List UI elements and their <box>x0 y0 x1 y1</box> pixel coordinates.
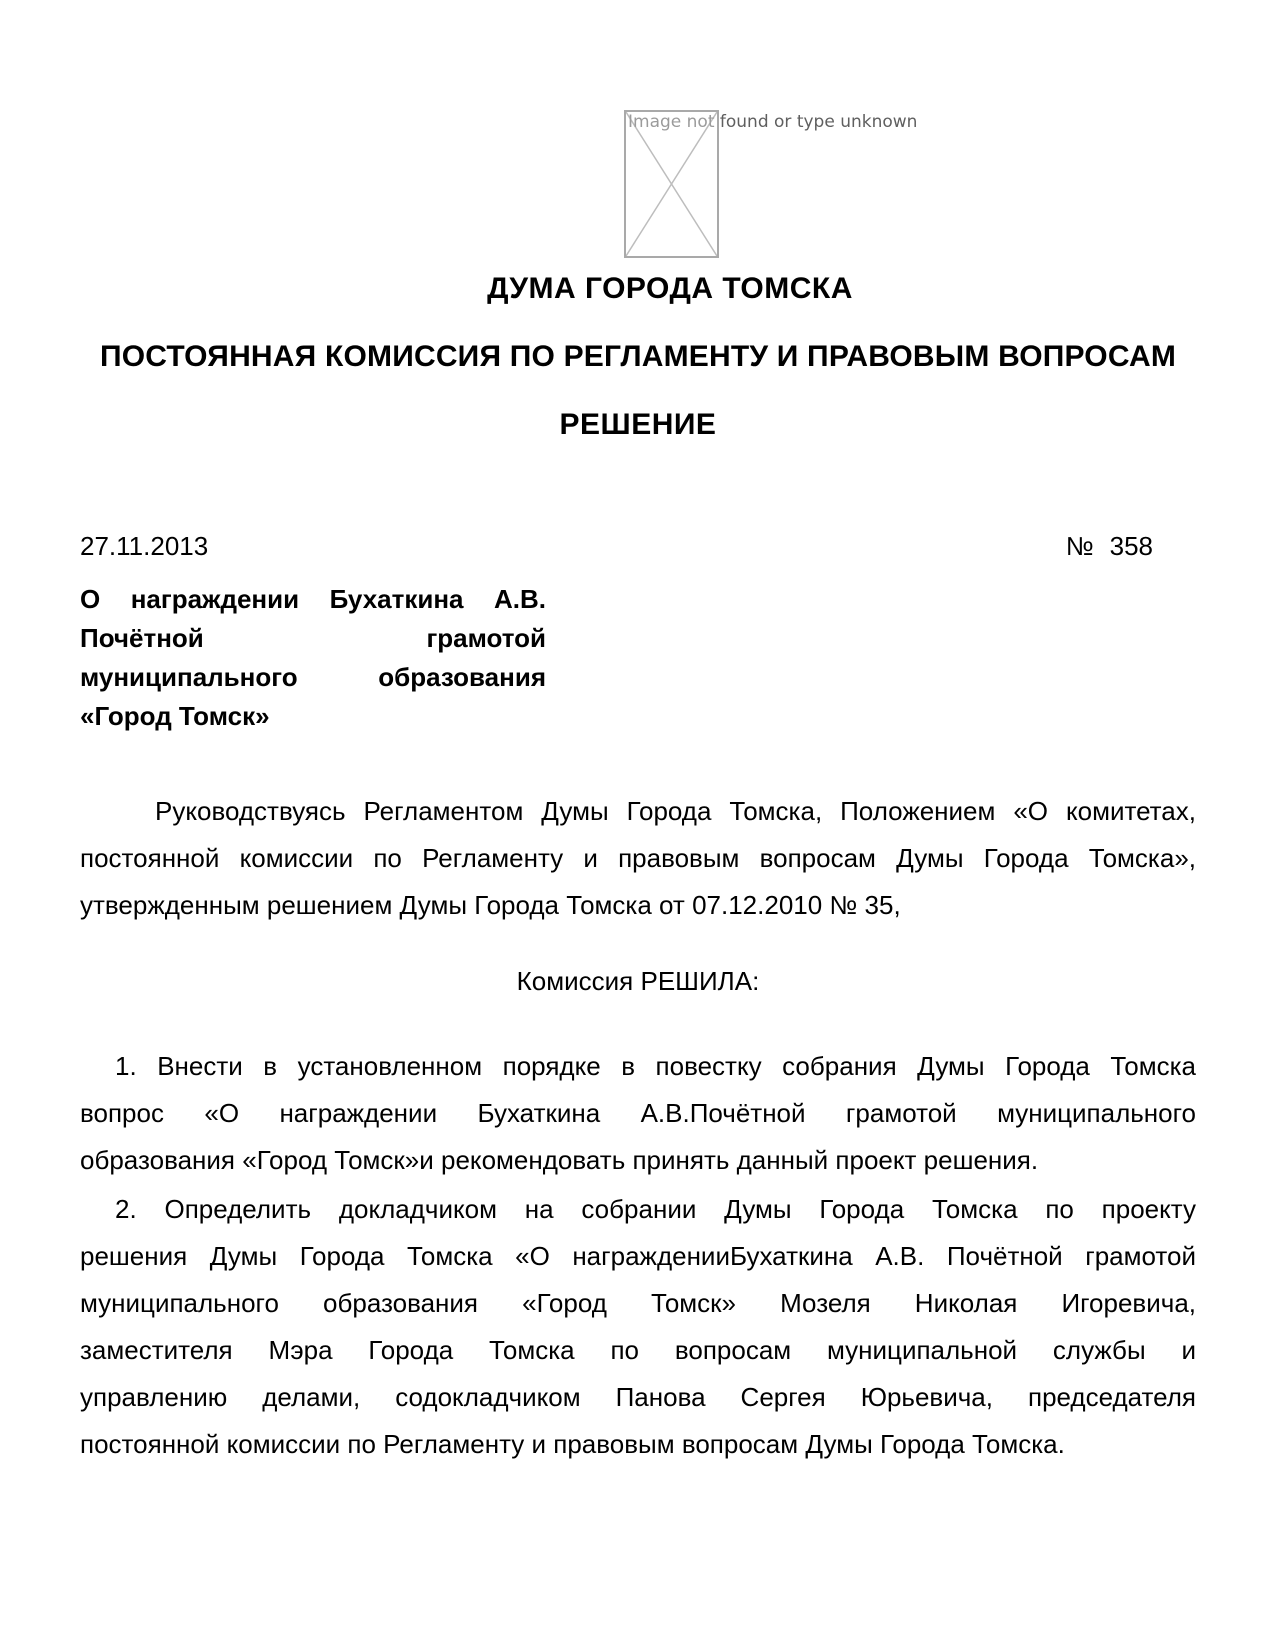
number-value: 358 <box>1109 531 1153 561</box>
text-line: Руководствуясь Регламентом Думы Города Томска, Положением «О комитетах, <box>155 796 1196 826</box>
text-line: О награждении Бухаткина А.В. <box>80 584 546 614</box>
text-line: муниципального образования «Город Томск» Мозеля Николая Игоревича, <box>80 1288 1196 1318</box>
number-sign: № <box>1065 531 1094 561</box>
preamble-paragraph <box>80 788 1196 929</box>
text-line: Почётной грамотой <box>80 623 546 653</box>
text-line: управлению делами, содокладчиком Панова Сергея Юрьевича, председателя <box>80 1382 1196 1412</box>
text-line: муниципального образования <box>80 662 546 692</box>
text-line: заместителя Мэра Города Томска по вопросам муниципальной службы и <box>80 1335 1196 1365</box>
commission-title: ПОСТОЯННАЯ КОМИССИЯ ПО РЕГЛАМЕНТУ И ПРАВОВЫМ ВОПРОСАМ <box>99 340 1177 373</box>
text-line: образования «Город Томск»и рекомендовать принять данный проект решения. <box>80 1145 1039 1175</box>
image-alt-text-light: Image not <box>628 112 720 132</box>
resolution-heading: Комиссия РЕШИЛА: <box>516 966 760 996</box>
text-line: постоянной комиссии по Регламенту и правовым вопросам Думы Города Томска», <box>80 843 1196 873</box>
text-line: 1. Внести в установленном порядке в повестку собрания Думы Города Томска <box>115 1051 1196 1081</box>
text-line: «Город Томск» <box>80 701 270 731</box>
text-line: постоянной комиссии по Регламенту и правовым вопросам Думы Города Томска. <box>80 1429 1065 1459</box>
document-type-title: РЕШЕНИЕ <box>559 408 717 441</box>
text-line: вопрос «О награждении Бухаткина А.В.Почётной грамотой муниципального <box>80 1098 1196 1128</box>
image-alt-text-dark: found or type unknown <box>719 112 918 132</box>
document-number <box>1066 530 1153 562</box>
decision-item-2 <box>80 1186 1196 1468</box>
document-subject <box>80 580 546 736</box>
organization-title: ДУМА ГОРОДА ТОМСКА <box>487 272 853 305</box>
text-line: решения Думы Города Томска «О награжденииБухаткина А.В. Почётной грамотой <box>80 1241 1196 1271</box>
document-meta-row <box>80 530 1196 562</box>
decision-item-1 <box>80 1043 1196 1184</box>
document-content <box>80 0 1196 1468</box>
text-line: утвержденным решением Думы Города Томска от 07.12.2010 № 35, <box>80 890 901 920</box>
text-line: 2. Определить докладчиком на собрании Думы Города Томска по проекту <box>115 1194 1196 1224</box>
document-date: 27.11.2013 <box>80 531 209 561</box>
